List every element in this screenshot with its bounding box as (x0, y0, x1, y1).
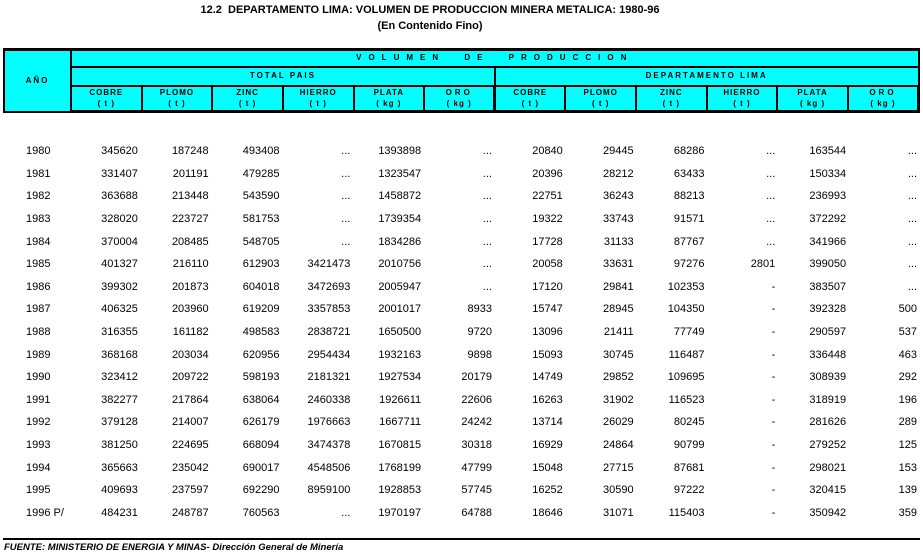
value-cell: 16252 (532, 484, 563, 497)
value-cell: 116523 (668, 393, 705, 406)
value-cell: ... (482, 167, 492, 180)
table-row (3, 208, 920, 231)
value-cell: 88213 (673, 190, 705, 203)
value-cell: 97276 (673, 258, 705, 271)
year-cell: 1983 (26, 213, 51, 226)
value-cell: 187248 (171, 145, 209, 158)
value-cell: 668094 (242, 439, 280, 452)
value-cell: 31071 (603, 506, 634, 519)
value-cell: 363688 (101, 190, 138, 203)
value-cell: 1670815 (378, 439, 422, 452)
value-cell: - (771, 393, 776, 406)
value-cell: 150334 (809, 167, 847, 180)
value-cell: 620956 (242, 348, 280, 361)
page-subtitle: (En Contenido Fino) (377, 20, 483, 32)
table-row (3, 298, 920, 321)
value-cell: 350942 (809, 506, 847, 519)
value-cell: 548705 (242, 235, 280, 248)
value-cell: 68286 (673, 145, 705, 158)
value-cell: 15093 (532, 348, 563, 361)
year-cell: 1980 (26, 145, 51, 158)
metal-unit: ( t ) (238, 98, 257, 108)
value-cell: - (771, 416, 776, 429)
value-cell: 27715 (603, 461, 634, 474)
value-cell: - (771, 303, 776, 316)
column-header-pais-plata (354, 86, 425, 112)
value-cell: 33631 (603, 258, 634, 271)
value-cell: 9720 (467, 326, 492, 339)
value-cell: 90799 (673, 439, 705, 452)
value-cell: 290597 (809, 326, 847, 339)
value-cell: - (771, 439, 776, 452)
value-cell: 3357853 (307, 303, 351, 316)
value-cell: 2001017 (378, 303, 422, 316)
value-cell: 28945 (603, 303, 634, 316)
value-cell: 201873 (171, 280, 209, 293)
value-cell: 368168 (101, 348, 138, 361)
table-row (3, 140, 920, 163)
value-cell: 2010756 (378, 258, 422, 271)
value-cell: 298021 (809, 461, 847, 474)
value-cell: 626179 (242, 416, 280, 429)
value-cell: 1970197 (378, 506, 422, 519)
value-cell: 203034 (171, 348, 209, 361)
value-cell: 28212 (603, 167, 634, 180)
value-cell: ... (482, 145, 492, 158)
table-row (3, 321, 920, 344)
value-cell: 18646 (532, 506, 563, 519)
value-cell: 316355 (101, 326, 138, 339)
value-cell: 2005947 (378, 280, 422, 293)
value-cell: 692290 (242, 484, 280, 497)
year-cell: 1987 (26, 303, 51, 316)
value-cell: ... (907, 258, 917, 271)
year-cell: 1988 (26, 326, 51, 339)
value-cell: 1393898 (378, 145, 422, 158)
metal-name: HIERRO (299, 87, 337, 97)
value-cell: 479285 (242, 167, 280, 180)
value-cell: ... (766, 167, 776, 180)
value-cell: 1768199 (378, 461, 422, 474)
value-cell: 29852 (603, 371, 634, 384)
value-cell: ... (341, 235, 351, 248)
value-cell: 109695 (667, 371, 705, 384)
value-cell: - (771, 484, 776, 497)
value-cell: 2460338 (307, 393, 351, 406)
table-row (3, 163, 920, 186)
value-cell: 372292 (809, 213, 847, 226)
value-cell: 30318 (461, 439, 492, 452)
value-cell: 336448 (809, 348, 847, 361)
table-row (3, 343, 920, 366)
value-cell: 22606 (461, 393, 492, 406)
value-cell: 318919 (809, 393, 847, 406)
metal-name: ZINC (659, 87, 683, 97)
value-cell: 20179 (461, 371, 492, 384)
value-cell: 409693 (101, 484, 138, 497)
value-cell: 237597 (171, 484, 209, 497)
value-cell: 279252 (809, 439, 847, 452)
value-cell: ... (766, 145, 776, 158)
metal-unit: ( t ) (168, 98, 186, 108)
value-cell: 19322 (532, 213, 563, 226)
value-cell: ... (341, 506, 351, 519)
value-cell: 24864 (603, 439, 634, 452)
value-cell: 33743 (603, 213, 634, 226)
value-cell: 392328 (809, 303, 847, 316)
column-header-anio: AÑO (4, 50, 71, 112)
value-cell: 1932163 (378, 348, 422, 361)
value-cell: 217864 (171, 393, 209, 406)
year-cell: 1982 (26, 190, 51, 203)
value-cell: ... (766, 213, 776, 226)
value-cell: 104350 (667, 303, 705, 316)
value-cell: 24242 (461, 416, 492, 429)
column-header-lima-cobre (495, 86, 566, 112)
table-header (3, 48, 920, 113)
year-cell: 1995 (26, 484, 51, 497)
value-cell: 47799 (461, 461, 492, 474)
value-cell: 224695 (171, 439, 209, 452)
column-header-pais-cobre (71, 86, 142, 112)
value-cell: 604018 (242, 280, 280, 293)
value-cell: - (771, 461, 776, 474)
value-cell: 2801 (750, 258, 776, 271)
table-row (3, 411, 920, 434)
value-cell: 399302 (101, 280, 138, 293)
value-cell: ... (907, 190, 917, 203)
value-cell: 401327 (101, 258, 138, 271)
value-cell: - (771, 326, 776, 339)
year-cell: 1984 (26, 235, 51, 248)
year-cell: 1994 (26, 461, 51, 474)
value-cell: 235042 (171, 461, 209, 474)
value-cell: 97222 (673, 484, 705, 497)
metal-unit: ( kg ) (800, 98, 826, 108)
value-cell: 20058 (532, 258, 563, 271)
value-cell: 359 (898, 506, 917, 519)
metal-name: COBRE (89, 87, 124, 97)
value-cell: 331407 (101, 167, 138, 180)
value-cell: 87681 (673, 461, 705, 474)
year-cell: 1991 (26, 393, 51, 406)
table-row (3, 185, 920, 208)
value-cell: 345620 (101, 145, 138, 158)
value-cell: 15747 (532, 303, 563, 316)
value-cell: 3474378 (307, 439, 351, 452)
value-cell: 91571 (673, 213, 705, 226)
value-cell: 281626 (809, 416, 847, 429)
value-cell: 21411 (603, 326, 634, 339)
column-header-lima-zinc (636, 86, 707, 112)
value-cell: 153 (898, 461, 917, 474)
value-cell: 383507 (809, 280, 847, 293)
value-cell: 87767 (673, 235, 705, 248)
year-cell: 1986 (26, 280, 51, 293)
value-cell: 8959100 (307, 484, 351, 497)
value-cell: 125 (898, 439, 917, 452)
value-cell: 1650500 (378, 326, 422, 339)
column-header-pais-plomo (142, 86, 213, 112)
group-header-total-pais: TOTAL PAIS (71, 67, 495, 86)
value-cell: 612903 (242, 258, 280, 271)
value-cell: 379128 (101, 416, 138, 429)
value-cell: ... (907, 280, 917, 293)
value-cell: ... (482, 280, 492, 293)
value-cell: ... (907, 145, 917, 158)
metal-name: PLATA (373, 87, 405, 97)
value-cell: ... (341, 167, 351, 180)
value-cell: 201191 (172, 167, 209, 180)
value-cell: ... (907, 213, 917, 226)
value-cell: - (771, 371, 776, 384)
value-cell: 8933 (467, 303, 492, 316)
value-cell: ... (482, 190, 492, 203)
value-cell: 22751 (532, 190, 563, 203)
value-cell: ... (766, 235, 776, 248)
value-cell: 1926611 (379, 393, 422, 406)
value-cell: 399050 (809, 258, 847, 271)
value-cell: 161182 (172, 326, 209, 339)
value-cell: ... (341, 145, 351, 158)
value-cell: 370004 (101, 235, 138, 248)
metal-unit: ( t ) (309, 98, 327, 108)
metal-name: ORO (445, 87, 473, 97)
table-row (3, 253, 920, 276)
value-cell: 209722 (171, 371, 209, 384)
table-row (3, 479, 920, 502)
metal-unit: ( kg ) (870, 98, 896, 108)
value-cell: 9898 (467, 348, 492, 361)
value-cell: 760563 (242, 506, 280, 519)
metal-unit: ( t ) (591, 98, 610, 108)
value-cell: 31902 (603, 393, 634, 406)
value-cell: 3472693 (307, 280, 351, 293)
year-cell: 1992 (26, 416, 51, 429)
value-cell: 13096 (532, 326, 563, 339)
value-cell: 29841 (603, 280, 634, 293)
value-cell: ... (341, 213, 351, 226)
value-cell: 1976663 (307, 416, 351, 429)
value-cell: ... (482, 213, 492, 226)
value-cell: 4548506 (307, 461, 351, 474)
value-cell: 26029 (603, 416, 634, 429)
value-cell: 223727 (171, 213, 209, 226)
column-header-lima-hierro (707, 86, 778, 112)
value-cell: 102353 (667, 280, 705, 293)
value-cell: ... (482, 235, 492, 248)
page-title: 12.2 DEPARTAMENTO LIMA: VOLUMEN DE PRODUCCION MINERA METALICA: 1980-96 (200, 4, 660, 16)
value-cell: 116487 (668, 348, 705, 361)
column-header-lima-oro (848, 86, 919, 112)
value-cell: 341966 (809, 235, 847, 248)
metal-name: ORO (869, 87, 897, 97)
value-cell: 196 (898, 393, 917, 406)
value-cell: 308939 (809, 371, 847, 384)
value-cell: 16929 (532, 439, 563, 452)
value-cell: ... (341, 190, 351, 203)
value-cell: 77749 (673, 326, 705, 339)
value-cell: 30590 (603, 484, 634, 497)
year-cell: 1989 (26, 348, 51, 361)
value-cell: 1928853 (378, 484, 422, 497)
value-cell: 20840 (532, 145, 563, 158)
metal-name: PLATA (797, 87, 828, 97)
metal-name: HIERRO (723, 87, 761, 97)
value-cell: 15048 (532, 461, 563, 474)
table-main-header: VOLUMEN DE PRODUCCION (71, 50, 919, 67)
value-cell: 139 (898, 484, 917, 497)
value-cell: 29445 (603, 145, 634, 158)
table-row (3, 276, 920, 299)
value-cell: 382277 (101, 393, 138, 406)
value-cell: 381250 (101, 439, 138, 452)
value-cell: 328020 (101, 213, 138, 226)
year-cell: 1993 (26, 439, 51, 452)
value-cell: 2954434 (307, 348, 351, 361)
value-cell: 64788 (461, 506, 492, 519)
value-cell: 500 (898, 303, 917, 316)
metal-unit: ( t ) (662, 98, 681, 108)
value-cell: 16263 (532, 393, 563, 406)
value-cell: 36243 (603, 190, 634, 203)
value-cell: 30745 (603, 348, 634, 361)
value-cell: 581753 (242, 213, 280, 226)
value-cell: 20396 (532, 167, 563, 180)
value-cell: 543590 (242, 190, 280, 203)
value-cell: 598193 (242, 371, 280, 384)
value-cell: 638064 (242, 393, 280, 406)
column-header-lima-plata (777, 86, 848, 112)
table-row (3, 389, 920, 412)
footer-divider (3, 538, 920, 540)
metal-unit: ( t ) (733, 98, 751, 108)
value-cell: - (771, 348, 776, 361)
metal-name: ZINC (236, 87, 259, 97)
value-cell: ... (907, 235, 917, 248)
value-cell: 214007 (171, 416, 209, 429)
year-cell: 1981 (26, 167, 51, 180)
value-cell: 1323547 (378, 167, 422, 180)
value-cell: 63433 (673, 167, 705, 180)
value-cell: 292 (898, 371, 917, 384)
table-row (3, 230, 920, 253)
metal-unit: ( kg ) (376, 98, 402, 108)
year-cell: 1990 (26, 371, 51, 384)
value-cell: 17120 (532, 280, 563, 293)
value-cell: - (771, 280, 776, 293)
value-cell: 537 (898, 326, 917, 339)
value-cell: 2181321 (307, 371, 351, 384)
metal-name: PLOMO (583, 87, 618, 97)
metal-name: PLOMO (159, 87, 195, 97)
group-header-departamento-lima: DEPARTAMENTO LIMA (495, 67, 919, 86)
value-cell: 203960 (171, 303, 209, 316)
value-cell: 31133 (603, 235, 634, 248)
year-cell: 1996 P/ (26, 506, 64, 519)
value-cell: 80245 (673, 416, 705, 429)
table-row (3, 456, 920, 479)
value-cell: 320415 (809, 484, 847, 497)
year-cell: 1985 (26, 258, 51, 271)
value-cell: ... (482, 258, 492, 271)
value-cell: ... (907, 167, 917, 180)
metal-unit: ( t ) (97, 98, 116, 108)
value-cell: 14749 (532, 371, 563, 384)
value-cell: ... (766, 190, 776, 203)
value-cell: 289 (898, 416, 917, 429)
value-cell: 1739354 (378, 213, 422, 226)
table-data (3, 140, 920, 524)
table-row (3, 502, 920, 525)
value-cell: 493408 (242, 145, 280, 158)
value-cell: 619209 (242, 303, 280, 316)
value-cell: 690017 (242, 461, 280, 474)
column-header-pais-oro (424, 86, 495, 112)
value-cell: 484231 (101, 506, 138, 519)
column-header-pais-hierro (283, 86, 354, 112)
value-cell: 115403 (668, 506, 705, 519)
value-cell: 1458872 (378, 190, 422, 203)
value-cell: 1927534 (378, 371, 422, 384)
value-cell: 1667711 (379, 416, 422, 429)
value-cell: 406325 (101, 303, 138, 316)
value-cell: 13714 (532, 416, 563, 429)
column-header-pais-zinc (212, 86, 283, 112)
source-note: FUENTE: MINISTERIO DE ENERGIA Y MINAS- Dirección General de Minería (4, 542, 344, 553)
value-cell: 323412 (101, 371, 138, 384)
value-cell: 236993 (809, 190, 847, 203)
value-cell: 17728 (532, 235, 563, 248)
value-cell: 365663 (101, 461, 138, 474)
value-cell: 163544 (809, 145, 847, 158)
value-cell: 1834286 (378, 235, 422, 248)
metal-unit: ( kg ) (446, 98, 472, 108)
table-row (3, 434, 920, 457)
metal-name: COBRE (513, 87, 548, 97)
value-cell: 248787 (171, 506, 209, 519)
value-cell: 216110 (172, 258, 209, 271)
value-cell: 463 (898, 348, 917, 361)
value-cell: 2838721 (307, 326, 351, 339)
column-header-lima-plomo (565, 86, 636, 112)
value-cell: 213448 (171, 190, 209, 203)
value-cell: - (771, 506, 776, 519)
value-cell: 498583 (242, 326, 280, 339)
table-row (3, 366, 920, 389)
value-cell: 57745 (461, 484, 492, 497)
value-cell: 208485 (171, 235, 209, 248)
metal-unit: ( t ) (521, 98, 540, 108)
value-cell: 3421473 (307, 258, 351, 271)
